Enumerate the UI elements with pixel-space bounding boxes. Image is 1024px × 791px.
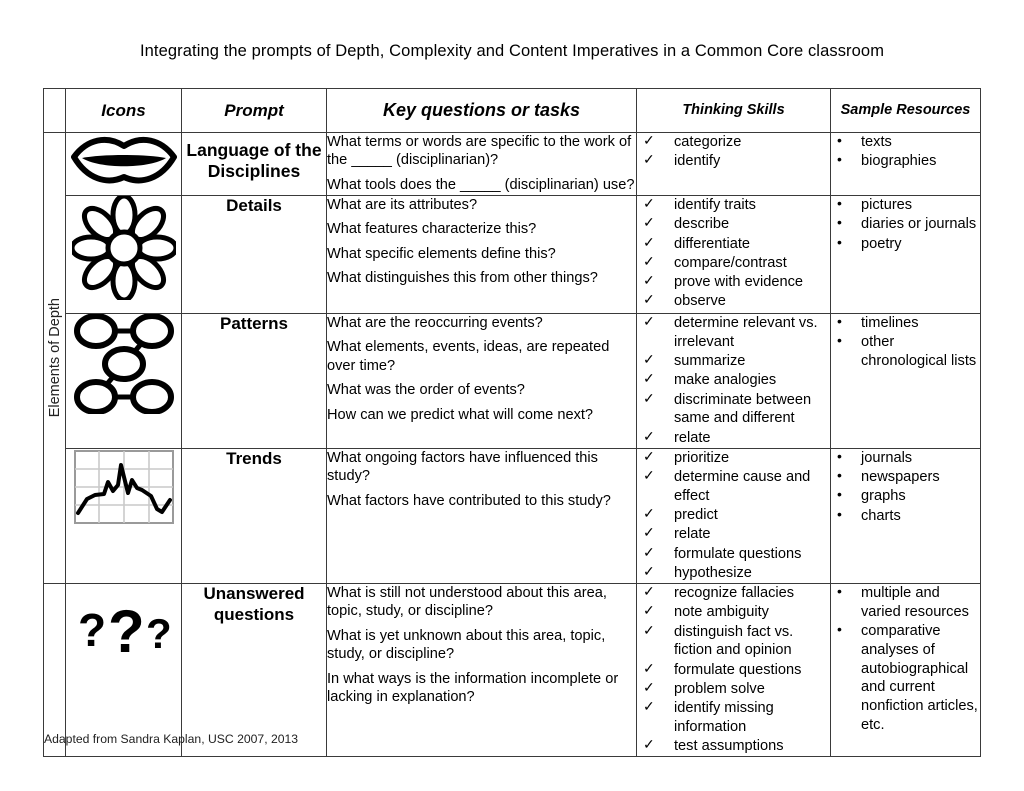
key-question: What distinguishes this from other things? [327,270,598,287]
footer-attribution: Adapted from Sandra Kaplan, USC 2007, 2013 [44,732,299,746]
question-marks-icon [66,584,181,668]
key-questions-cell [327,584,637,757]
list-item-label: identify traits [674,197,756,213]
key-questions-cell [327,196,637,314]
table-row [44,584,981,757]
check-icon: ✓ [643,389,655,406]
check-icon: ✓ [643,214,655,231]
list-item-label: summarize [674,353,746,369]
list-item-label: comparative analyses of autobiographical and current nonfiction articles, etc. [861,623,978,733]
list-item-label: relate [674,429,711,446]
key-question: What is yet unknown about this area, topic, study, or discipline? [327,627,606,663]
list-item-label: identify missing information [674,700,774,735]
list-item-label: compare/contrast [674,254,787,271]
icon-cell [66,196,182,314]
list-item [637,152,830,171]
list-item-label: hypothesize [674,564,752,581]
key-question: What ongoing factors have influenced this study? [327,449,598,485]
list-item [637,449,830,468]
check-icon: ✓ [643,659,655,676]
header-cell-side [44,89,66,133]
list-item-label: note ambiguity [674,604,769,621]
thinking-skills-cell [637,196,831,314]
thinking-skills-cell [637,133,831,196]
list-item [831,235,980,254]
icon-cell [66,448,182,583]
key-question: What factors have contributed to this study? [327,492,611,509]
thinking-skills-cell [637,448,831,583]
bullet-icon: • [837,332,842,349]
side-band-lower [44,584,66,757]
depth-prompts-table-wrapper [43,88,980,757]
page-title: Integrating the prompts of Depth, Complexity and Content Imperatives in a Common Core classroom [139,42,885,60]
sample-resources-cell [831,133,981,196]
prompt-cell: Language of the Disciplines [182,133,327,196]
bullet-icon: • [837,505,842,522]
list-item [831,487,980,506]
list-item-label: categorize [674,134,742,150]
list-item-label: recognize fallacies [674,585,795,601]
list-item [637,292,830,311]
thinking-skills-cell [637,314,831,449]
list-item-label: formulate questions [674,545,802,562]
list-item [831,449,980,468]
table-row [44,133,981,196]
list-item [637,235,830,254]
list-item [637,506,830,525]
list-item-label: multiple and varied resources [861,585,969,620]
list-item-label: discriminate between same and different [674,391,812,427]
key-question: What features characterize this? [327,221,537,238]
list-item-label: formulate questions [674,661,802,678]
bullet-icon: • [837,447,842,464]
key-questions-cell [327,314,637,449]
list-item-label: charts [861,507,901,524]
list-item [637,215,830,234]
icon-cell [66,584,182,757]
list-item [637,699,830,737]
list-item-label: predict [674,507,718,523]
bullet-icon: • [837,621,842,637]
list-item [637,429,830,448]
prompt-cell: Details [182,196,327,314]
key-questions-cell [327,133,637,196]
bullet-icon: • [837,313,842,329]
list-item [831,333,980,371]
list-item-label: graphs [861,488,906,505]
check-icon: ✓ [643,678,655,695]
key-question: What specific elements define this? [327,245,556,262]
list-item-label: describe [674,216,730,233]
check-icon: ✓ [643,370,655,387]
list-item [637,371,830,390]
list-item [831,314,980,333]
depth-prompts-table [43,88,981,757]
check-icon: ✓ [643,736,655,752]
list-item [831,133,980,152]
check-icon: ✓ [643,195,655,211]
table-row [44,314,981,449]
side-band-elements-of-depth [44,133,66,584]
list-item [831,196,980,215]
sample-resources-cell [831,584,981,757]
list-item-label: pictures [861,197,913,213]
list-item-label: test assumptions [674,738,784,754]
svg-text:?: ? [77,604,106,656]
list-item-label: poetry [861,235,902,252]
check-icon: ✓ [643,698,655,714]
prompt-cell: Unanswered questions [182,584,327,757]
list-item [637,545,830,564]
header-cell-key-questions: Key questions or tasks [327,89,637,133]
list-item [637,133,830,152]
svg-text:?: ? [145,610,172,657]
header-cell-thinking-skills: Thinking Skills [637,89,831,133]
line-chart-icon [66,449,181,525]
list-item [637,737,830,756]
list-item-label: determine relevant vs. irrelevant [674,315,818,350]
list-item-label: diaries or journals [861,216,977,233]
list-item-label: texts [861,134,892,150]
list-item [637,352,830,371]
list-item [637,254,830,273]
key-question: What elements, events, ideas, are repeated over time? [327,339,610,374]
list-item-label: identify [674,153,721,170]
bullet-icon: • [837,214,842,231]
sample-resources-cell [831,314,981,449]
bullet-icon: • [837,195,842,211]
list-item [831,584,980,622]
list-item [637,603,830,622]
list-item-label: other chronological lists [861,334,977,369]
check-icon: ✓ [643,562,655,579]
check-icon: ✓ [643,151,655,168]
list-item-label: newspapers [861,469,940,485]
check-icon: ✓ [643,543,655,560]
check-icon: ✓ [643,291,655,308]
list-item-label: observe [674,293,726,310]
list-item [637,564,830,583]
list-item-label: determine cause and effect [674,469,811,504]
check-icon: ✓ [643,132,655,148]
header-cell-prompt: Prompt [182,89,327,133]
check-icon: ✓ [643,272,655,288]
list-item [637,525,830,544]
list-item [637,196,830,215]
bullet-icon: • [837,583,842,599]
bullet-icon: • [837,233,842,250]
bullet-icon: • [837,132,842,148]
key-question: What are its attributes? [327,197,478,213]
thinking-skills-cell [637,584,831,757]
list-item [831,152,980,171]
icon-cell [66,133,182,196]
bullet-icon: • [837,151,842,168]
list-item-label: journals [861,449,913,466]
list-item [637,314,830,352]
check-icon: ✓ [643,467,655,483]
bullet-icon: • [837,467,842,483]
table-row [44,448,981,583]
bullet-icon: • [837,486,842,503]
key-question: How can we predict what will come next? [327,406,594,423]
flower-icon [66,196,181,300]
key-question: What terms or words are specific to the work of the _____ (disciplinarian)? [327,134,632,169]
check-icon: ✓ [643,621,655,638]
list-item [637,623,830,661]
list-item [637,680,830,699]
prompt-cell: Trends [182,448,327,583]
sample-resources-cell [831,448,981,583]
list-item [637,273,830,292]
check-icon: ✓ [643,524,655,541]
check-icon: ✓ [643,447,655,464]
network-nodes-icon [66,314,181,414]
check-icon: ✓ [643,233,655,250]
list-item-label: differentiate [674,235,750,252]
list-item [637,391,830,429]
key-question: What are the reoccurring events? [327,315,543,331]
list-item [637,584,830,603]
check-icon: ✓ [643,505,655,521]
list-item [831,215,980,234]
list-item-label: make analogies [674,372,777,389]
key-question: What is still not understood about this area, topic, study, or discipline? [327,585,607,620]
list-item [831,507,980,526]
list-item [831,468,980,487]
list-item-label: prioritize [674,449,730,466]
header-cell-sample-resources: Sample Resources [831,89,981,133]
list-item-label: biographies [861,153,937,170]
check-icon: ✓ [643,252,655,269]
list-item-label: problem solve [674,680,765,697]
key-question: What was the order of events? [327,382,525,399]
check-icon: ✓ [643,313,655,329]
list-item [637,661,830,680]
list-item [831,622,980,735]
sample-resources-cell [831,196,981,314]
lips-icon [66,133,181,185]
check-icon: ✓ [643,583,655,599]
table-header-row [44,89,981,133]
header-cell-icons: Icons [66,89,182,133]
key-question: What tools does the _____ (disciplinarian) use? [327,176,635,193]
key-questions-cell [327,448,637,583]
prompt-cell: Patterns [182,314,327,449]
key-question: In what ways is the information incomplete or lacking in explanation? [327,670,619,705]
icon-cell [66,314,182,449]
side-band-label: Elements of Depth [46,298,63,418]
check-icon: ✓ [643,427,655,444]
list-item-label: relate [674,526,711,543]
list-item-label: timelines [861,315,919,331]
list-item-label: prove with evidence [674,274,803,290]
list-item [637,468,830,506]
check-icon: ✓ [643,602,655,619]
list-item-label: distinguish fact vs. fiction and opinion [674,623,794,659]
table-row [44,196,981,314]
check-icon: ✓ [643,351,655,367]
svg-text:?: ? [107,598,145,665]
